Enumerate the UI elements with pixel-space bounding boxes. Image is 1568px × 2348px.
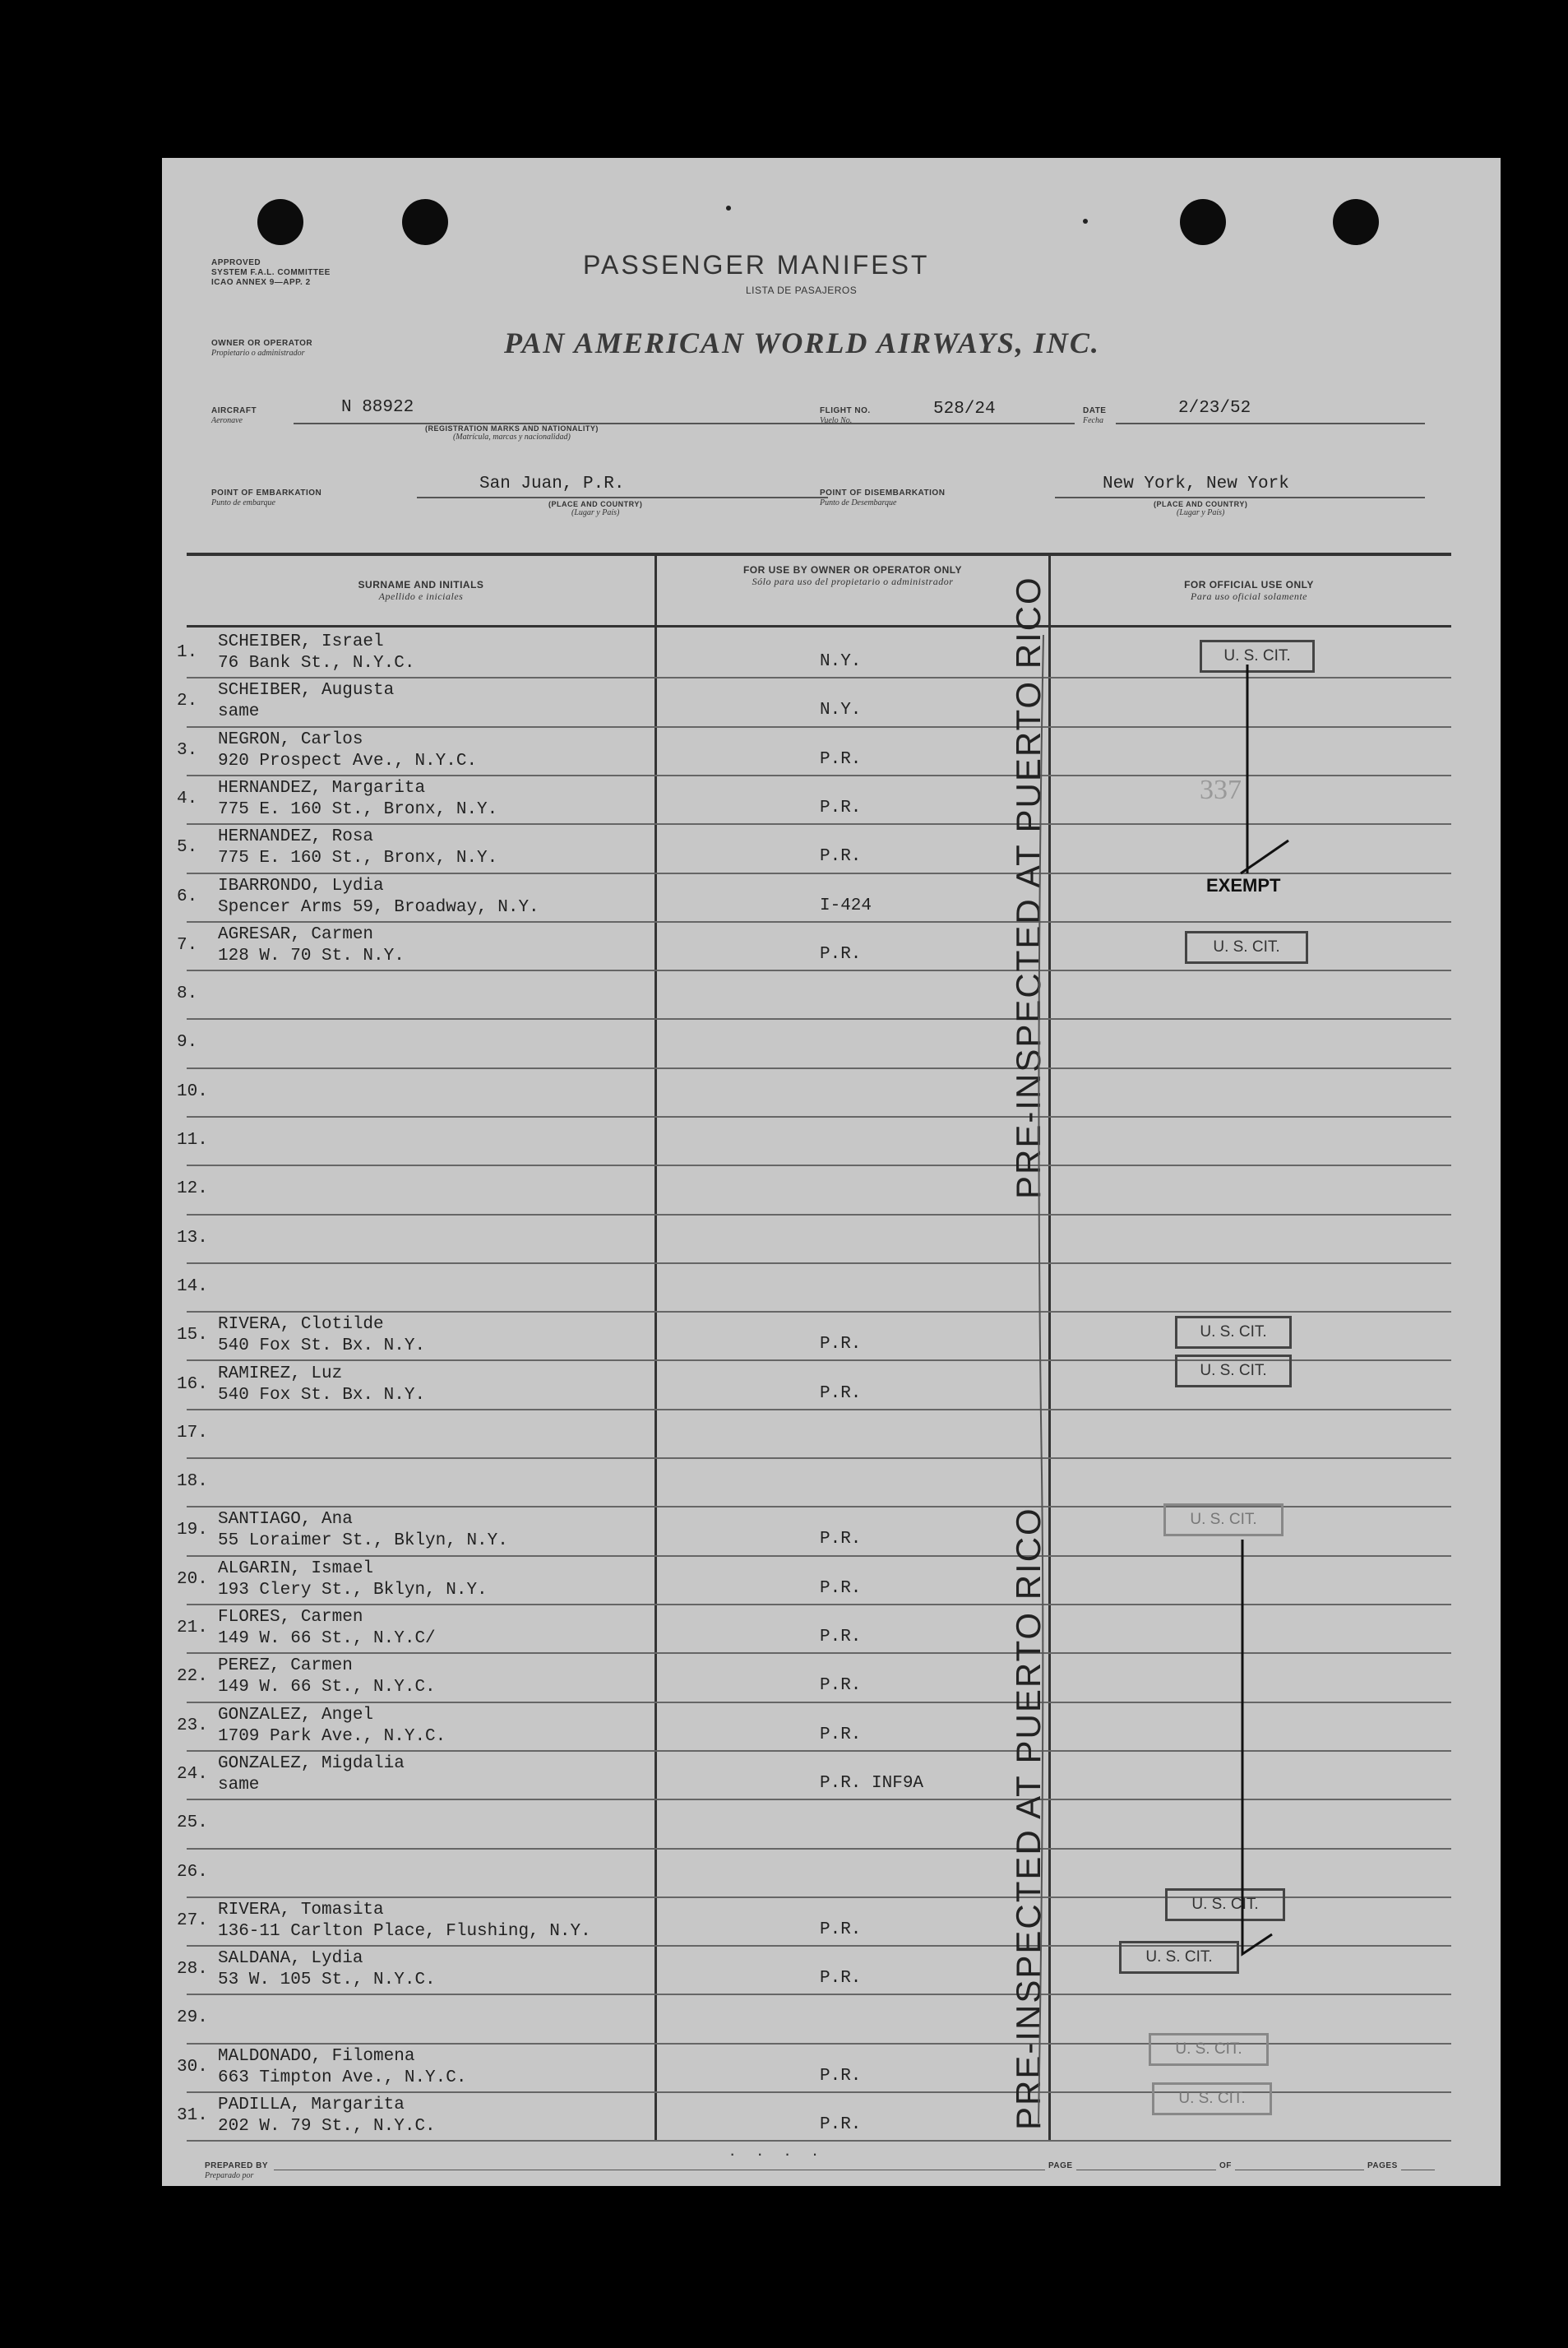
embark-place-note-es: (Lugar y País) xyxy=(571,508,620,517)
row-number: 15. xyxy=(177,1326,208,1345)
owner-label-es: Propietario o administrador xyxy=(211,349,305,358)
manifest-sheet xyxy=(162,158,1501,2186)
row-number: 26. xyxy=(177,1863,208,1882)
row-number: 28. xyxy=(177,1960,208,1979)
of-label: OF xyxy=(1216,2161,1235,2171)
disembark-label-es: Punto de Desembarque xyxy=(820,498,897,507)
pre-inspected-stamp: PRE-INSPECTED AT PUERTO RICO xyxy=(1009,576,1048,1199)
aircraft-label-es: Aeronave xyxy=(211,416,243,425)
disembark-place-note-es: (Lugar y País) xyxy=(1176,508,1225,517)
date-value: 2/23/52 xyxy=(1178,399,1251,418)
us-cit-stamp: U. S. CIT. xyxy=(1185,931,1308,964)
flight-label: FLIGHT NO. xyxy=(820,406,871,415)
row-number: 5. xyxy=(177,838,198,857)
row-number: 25. xyxy=(177,1813,208,1832)
us-cit-stamp: U. S. CIT. xyxy=(1149,2033,1269,2066)
passenger-name: HERNANDEZ, Rosa xyxy=(218,827,374,846)
row-number: 21. xyxy=(177,1619,208,1637)
date-label-es: Fecha xyxy=(1083,416,1103,425)
owner-use-entry: P.R. xyxy=(820,1725,862,1744)
owner-use-entry: P.R. xyxy=(820,1920,862,1939)
row-number: 9. xyxy=(177,1033,198,1052)
row-number: 3. xyxy=(177,741,198,760)
row-number: 31. xyxy=(177,2106,208,2125)
prepared-by-label: PREPARED BY xyxy=(205,2161,268,2170)
embark-place-note-en: (PLACE AND COUNTRY) xyxy=(548,500,643,508)
exempt-stamp: EXEMPT xyxy=(1206,875,1281,896)
owner-value: PAN AMERICAN WORLD AIRWAYS, INC. xyxy=(504,326,1100,359)
passenger-address: 202 W. 79 St., N.Y.C. xyxy=(218,2117,436,2136)
registration-note-en: (REGISTRATION MARKS AND NATIONALITY) xyxy=(425,424,599,433)
prepared-by-block xyxy=(205,2161,268,2181)
owner-use-entry: N.Y. xyxy=(820,701,862,720)
column-header-official-en: FOR OFFICIAL USE ONLY xyxy=(1184,579,1314,590)
row-number: 14. xyxy=(177,1277,208,1296)
page-label: PAGE xyxy=(1045,2161,1076,2171)
page-title: PASSENGER MANIFEST xyxy=(583,250,930,280)
passenger-name: IBARRONDO, Lydia xyxy=(218,877,384,896)
passenger-name: AGRESAR, Carmen xyxy=(218,925,374,944)
passenger-address: same xyxy=(218,702,260,721)
passenger-address: 128 W. 70 St. N.Y. xyxy=(218,947,405,966)
us-cit-stamp: U. S. CIT. xyxy=(1200,640,1315,673)
row-number: 22. xyxy=(177,1667,208,1686)
passenger-address: 149 W. 66 St., N.Y.C/ xyxy=(218,1629,436,1648)
us-cit-stamp: U. S. CIT. xyxy=(1152,2082,1272,2115)
passenger-address: 55 Loraimer St., Bklyn, N.Y. xyxy=(218,1531,508,1550)
passenger-address: 193 Clery St., Bklyn, N.Y. xyxy=(218,1581,488,1600)
official-number: 337 xyxy=(1200,775,1242,805)
passenger-address: 53 W. 105 St., N.Y.C. xyxy=(218,1971,436,1989)
owner-use-entry: I-424 xyxy=(820,896,872,915)
embark-value: San Juan, P.R. xyxy=(479,475,625,493)
passenger-name: RIVERA, Tomasita xyxy=(218,1901,384,1920)
column-header-surname-es: Apellido e iniciales xyxy=(378,590,464,602)
owner-use-entry: P.R. xyxy=(820,1676,862,1695)
row-number: 20. xyxy=(177,1570,208,1589)
passenger-name: SANTIAGO, Ana xyxy=(218,1510,353,1529)
row-number: 24. xyxy=(177,1765,208,1784)
column-header-official-es: Para uso oficial solamente xyxy=(1191,590,1307,602)
row-number: 13. xyxy=(177,1229,208,1248)
passenger-address: 540 Fox St. Bx. N.Y. xyxy=(218,1336,426,1355)
embark-label: POINT OF EMBARKATION xyxy=(211,489,322,498)
passenger-address: Spencer Arms 59, Broadway, N.Y. xyxy=(218,898,539,917)
passenger-name: GONZALEZ, Angel xyxy=(218,1706,374,1725)
passenger-address: 540 Fox St. Bx. N.Y. xyxy=(218,1386,426,1405)
passenger-address: 149 W. 66 St., N.Y.C. xyxy=(218,1678,436,1697)
disembark-value: New York, New York xyxy=(1103,475,1289,493)
owner-use-entry: N.Y. xyxy=(820,652,862,671)
row-number: 10. xyxy=(177,1082,208,1101)
row-number: 2. xyxy=(177,692,198,711)
owner-use-entry: P.R. xyxy=(820,1579,862,1598)
passenger-name: SCHEIBER, Augusta xyxy=(218,681,395,700)
row-number: 23. xyxy=(177,1716,208,1735)
us-cit-stamp: U. S. CIT. xyxy=(1163,1503,1284,1536)
passenger-address: 136-11 Carlton Place, Flushing, N.Y. xyxy=(218,1922,591,1941)
aircraft-value: N 88922 xyxy=(341,398,414,417)
owner-use-entry: P.R. xyxy=(820,1384,862,1403)
row-number: 18. xyxy=(177,1472,208,1491)
passenger-name: SCHEIBER, Israel xyxy=(218,632,384,651)
passenger-name: RAMIREZ, Luz xyxy=(218,1364,343,1383)
owner-use-entry: P.R. xyxy=(820,2067,862,2086)
owner-use-entry: P.R. xyxy=(820,2115,862,2134)
row-number: 6. xyxy=(177,887,198,906)
approved-line: ICAO ANNEX 9—APP. 2 xyxy=(211,278,311,287)
passenger-address: 775 E. 160 St., Bronx, N.Y. xyxy=(218,849,498,868)
flight-label-es: Vuelo No. xyxy=(820,416,853,425)
row-number: 17. xyxy=(177,1424,208,1443)
registration-note-es: (Matrícula, marcas y nacionalidad) xyxy=(452,433,571,442)
passenger-address: 920 Prospect Ave., N.Y.C. xyxy=(218,752,478,771)
row-number: 27. xyxy=(177,1911,208,1930)
owner-use-entry: P.R. xyxy=(820,1335,862,1354)
disembark-place-note-en: (PLACE AND COUNTRY) xyxy=(1154,500,1248,508)
passenger-address: 775 E. 160 St., Bronx, N.Y. xyxy=(218,800,498,819)
passenger-name: NEGRON, Carlos xyxy=(218,730,363,749)
owner-use-entry: P.R. xyxy=(820,847,862,866)
owner-use-entry: P.R. xyxy=(820,1530,862,1549)
passenger-name: ALGARIN, Ismael xyxy=(218,1559,374,1578)
passenger-name: MALDONADO, Filomena xyxy=(218,2047,415,2066)
pages-label: PAGES xyxy=(1364,2161,1401,2171)
passenger-name: FLORES, Carmen xyxy=(218,1608,363,1627)
passenger-name: SALDANA, Lydia xyxy=(218,1949,363,1968)
passenger-address: same xyxy=(218,1776,260,1795)
passenger-name: PEREZ, Carmen xyxy=(218,1656,353,1675)
embark-label-es: Punto de embarque xyxy=(211,498,275,507)
row-number: 8. xyxy=(177,984,198,1003)
row-number: 7. xyxy=(177,936,198,955)
us-cit-stamp: U. S. CIT. xyxy=(1175,1316,1292,1349)
owner-use-entry: P.R. xyxy=(820,1969,862,1988)
us-cit-stamp: U. S. CIT. xyxy=(1119,1941,1239,1974)
passenger-name: RIVERA, Clotilde xyxy=(218,1315,384,1334)
owner-use-entry: P.R. INF9A xyxy=(820,1774,924,1793)
approved-line: SYSTEM F.A.L. COMMITTEE xyxy=(211,268,331,277)
page-subtitle: LISTA DE PASAJEROS xyxy=(746,285,858,296)
passenger-name: GONZALEZ, Migdalia xyxy=(218,1754,405,1773)
us-cit-stamp: U. S. CIT. xyxy=(1165,1888,1285,1921)
disembark-label: POINT OF DISEMBARKATION xyxy=(820,489,946,498)
owner-use-entry: P.R. xyxy=(820,750,862,769)
row-number: 30. xyxy=(177,2058,208,2077)
prepared-by-label-es: Preparado por xyxy=(205,2171,254,2180)
row-number: 29. xyxy=(177,2008,208,2027)
owner-use-entry: P.R. xyxy=(820,1628,862,1646)
owner-use-entry: P.R. xyxy=(820,799,862,817)
passenger-address: 663 Timpton Ave., N.Y.C. xyxy=(218,2068,467,2087)
us-cit-stamp: U. S. CIT. xyxy=(1175,1355,1292,1387)
passenger-name: PADILLA, Margarita xyxy=(218,2096,405,2114)
column-header-owner-en: FOR USE BY OWNER OR OPERATOR ONLY xyxy=(742,564,963,576)
owner-use-entry: P.R. xyxy=(820,945,862,964)
date-label: DATE xyxy=(1083,406,1107,415)
owner-label: OWNER OR OPERATOR xyxy=(211,339,313,348)
row-number: 16. xyxy=(177,1375,208,1394)
pre-inspected-stamp: PRE-INSPECTED AT PUERTO RICO xyxy=(1009,1507,1048,2130)
column-header-surname-en: SURNAME AND INITIALS xyxy=(358,579,484,590)
row-number: 1. xyxy=(177,643,198,662)
flight-value: 528/24 xyxy=(933,400,996,419)
approved-line: APPROVED xyxy=(211,258,261,267)
passenger-address: 1709 Park Ave., N.Y.C. xyxy=(218,1727,446,1746)
row-number: 4. xyxy=(177,790,198,808)
bottom-dots: · · · · xyxy=(729,2143,826,2164)
passenger-address: 76 Bank St., N.Y.C. xyxy=(218,654,415,673)
row-number: 12. xyxy=(177,1179,208,1198)
handwritten-marks xyxy=(162,158,1501,2186)
aircraft-label: AIRCRAFT xyxy=(211,406,257,415)
row-number: 19. xyxy=(177,1521,208,1540)
row-number: 11. xyxy=(177,1131,208,1150)
column-header-owner-es: Sólo para uso del propietario o administrador xyxy=(752,576,954,587)
passenger-name: HERNANDEZ, Margarita xyxy=(218,779,426,798)
